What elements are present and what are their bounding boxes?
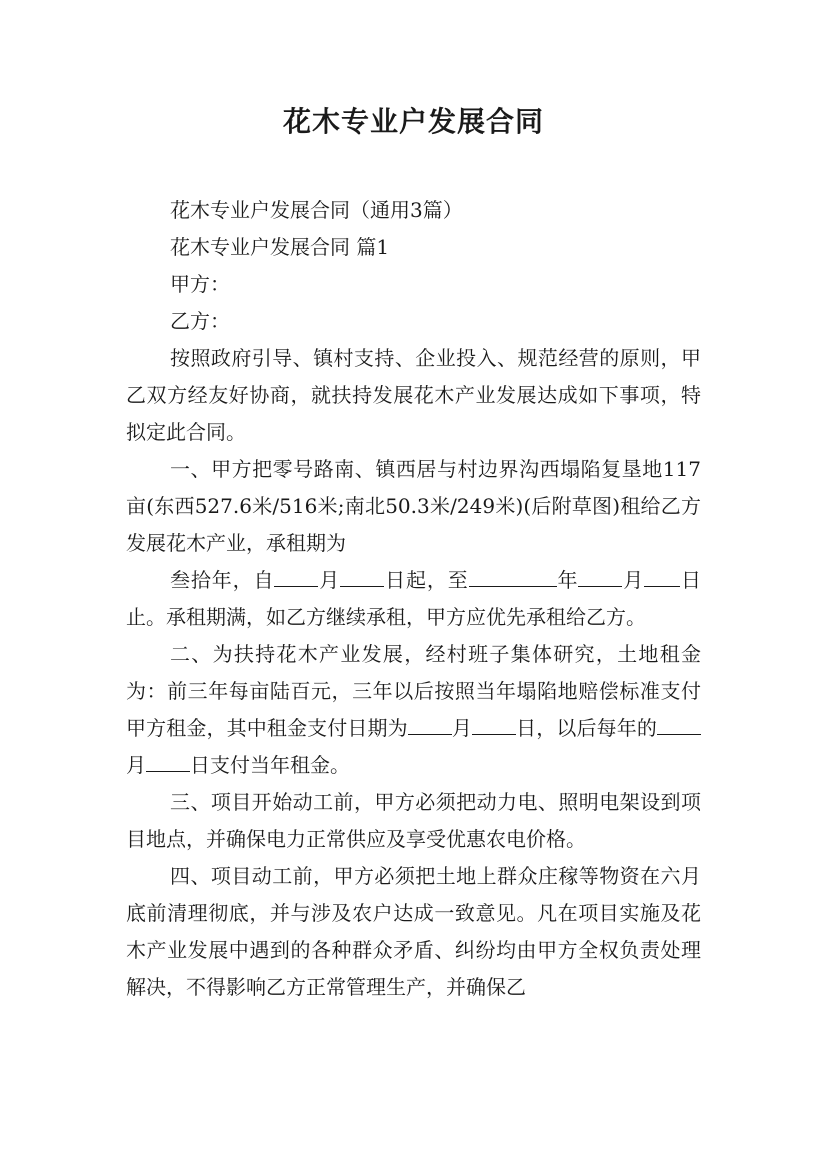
paragraph-heading: 花木专业户发展合同（通用3篇） (170, 198, 463, 222)
document-title: 花木专业户发展合同 (282, 105, 544, 138)
text-segment: 日支付当年租金。 (190, 753, 350, 777)
text-segment: 日，以后每年的 (516, 716, 657, 740)
paragraph-clause-1: 一、甲方把零号路南、镇西居与村边界沟西塌陷复垦地117亩(东西527.6米/516米;南北50.3米/249米)(后附草图)租给乙方发展花木产业，承租期为 (126, 457, 701, 555)
text-segment: 二、为扶持花木产业发展，经村班子集体研究，土地租金为：前三年每亩陆百元，三年以后按照当年塌陷地赔偿标准支付甲方租金，其中租金支付日期为 (126, 642, 701, 740)
text-segment: 日起，至 (384, 568, 469, 592)
paragraph-party-a: 甲方： (170, 272, 230, 296)
paragraph-party-b: 乙方： (170, 309, 230, 333)
text-segment: 日止。承租期满，如乙方继续承租，甲方应优先承租给乙方。 (126, 568, 702, 629)
text-segment: 月 (126, 753, 146, 777)
blank-field (340, 564, 384, 587)
paragraph-principle: 按照政府引导、镇村支持、企业投入、规范经营的原则，甲乙双方经友好协商，就扶持发展花木产业发展达成如下事项，特拟定此合同。 (126, 346, 701, 444)
blank-field (408, 712, 452, 735)
paragraph-section-title: 花木专业户发展合同 篇1 (170, 235, 390, 259)
blank-field (472, 712, 516, 735)
blank-field (469, 564, 557, 587)
blank-field (578, 564, 622, 587)
text-segment: 年 (556, 568, 579, 592)
text-segment: 叁拾年，自 (170, 568, 275, 592)
paragraph-clause-3: 三、项目开始动工前，甲方必须把动力电、照明电架设到项目地点，并确保电力正常供应及享受优惠农电价格。 (126, 790, 701, 851)
blank-field (274, 564, 318, 587)
paragraph-clause-4: 四、项目动工前，甲方必须把土地上群众庄稼等物资在六月底前清理彻底，并与涉及农户达成一致意见。凡在项目实施及花木产业发展中遇到的各种群众矛盾、纠纷均由甲方全权负责处理解决，不得影响乙方正常管理生产，并确保乙 (126, 864, 701, 999)
paragraph-clause-2 (126, 636, 701, 784)
blank-field (644, 564, 680, 587)
document-body (126, 192, 701, 1006)
blank-field (146, 749, 190, 772)
text-segment: 月 (451, 716, 472, 740)
paragraph-lease-term (126, 562, 701, 636)
text-segment: 月 (622, 568, 645, 592)
text-segment: 月 (318, 568, 341, 592)
blank-field (657, 712, 701, 735)
